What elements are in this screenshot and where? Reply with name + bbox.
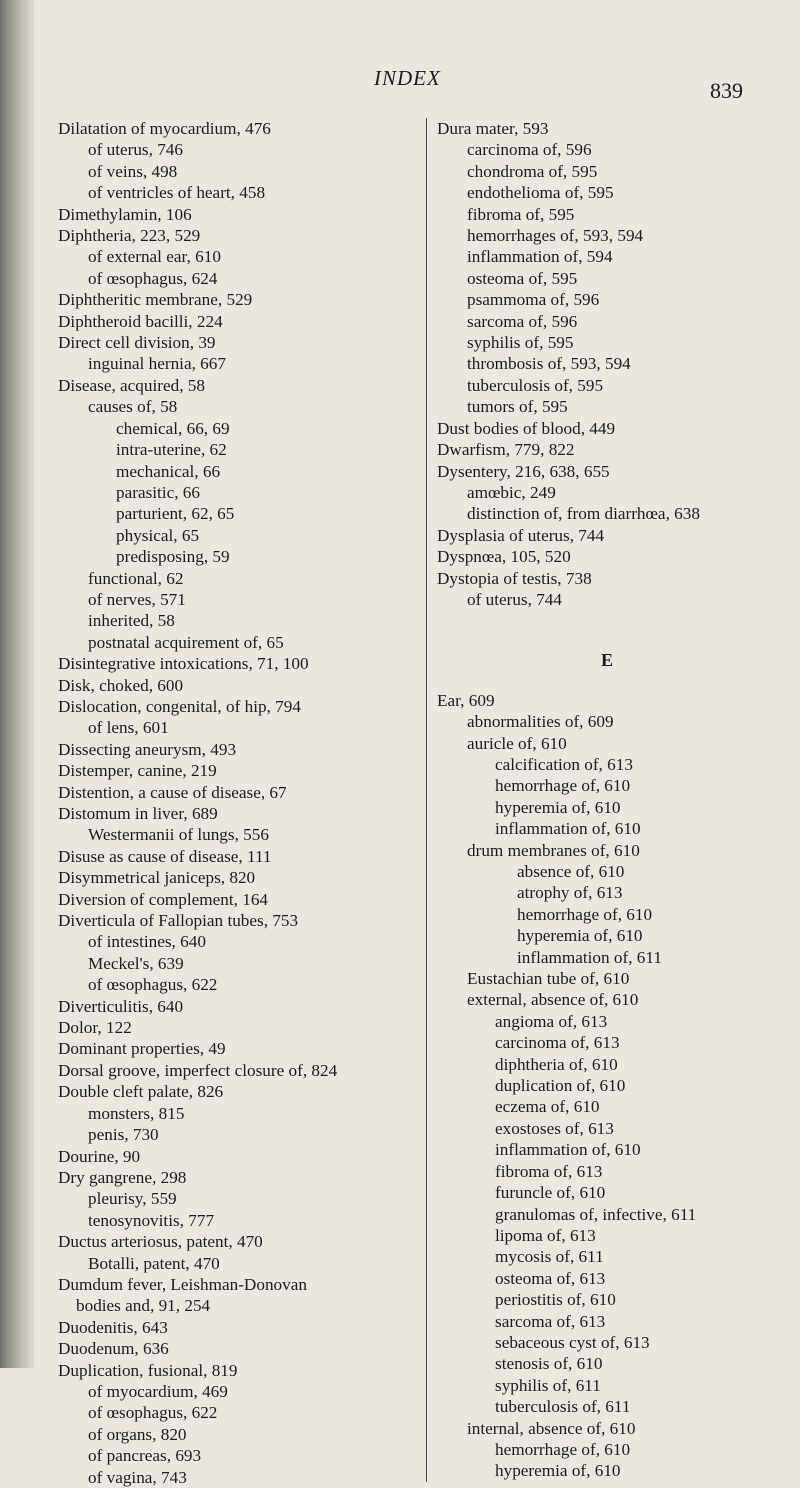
index-subentry: furuncle of, 610 (495, 1183, 606, 1203)
index-subentry: of œsophagus, 624 (88, 268, 218, 288)
index-entry: Ear, 609 (437, 690, 495, 710)
index-subentry: hemorrhage of, 610 (495, 776, 631, 796)
index-subentry: calcification of, 613 (495, 754, 633, 774)
index-entry: Dolor, 122 (58, 1018, 132, 1038)
index-entry: Dust bodies of blood, 449 (437, 418, 616, 438)
running-title: INDEX (374, 66, 441, 90)
index-subentry: fibroma of, 595 (467, 204, 575, 224)
index-entry: Dumdum fever, Leishman-Donovan (58, 1274, 307, 1294)
index-subentry: internal, absence of, 610 (467, 1418, 636, 1438)
index-subentry: Westermanii of lungs, 556 (88, 825, 269, 845)
index-subentry: osteoma of, 613 (495, 1268, 606, 1288)
index-entry: Duodenum, 636 (58, 1339, 169, 1359)
index-subentry: drum membranes of, 610 (467, 840, 640, 860)
index-subentry: auricle of, 610 (467, 733, 567, 753)
index-subentry: functional, 62 (88, 568, 184, 588)
index-subentry: hyperemia of, 610 (517, 926, 643, 946)
page-gutter-shadow (0, 0, 34, 1368)
index-entry: Disuse as cause of disease, 111 (58, 846, 272, 866)
index-subentry: angioma of, 613 (495, 1011, 608, 1031)
index-entry: Direct cell division, 39 (58, 333, 216, 353)
index-subentry: pleurisy, 559 (88, 1189, 177, 1209)
index-subentry: parasitic, 66 (116, 482, 200, 502)
index-subentry: osteoma of, 595 (467, 268, 578, 288)
index-subentry: inflammation of, 594 (467, 247, 613, 267)
index-subentry: of veins, 498 (88, 161, 178, 181)
index-subentry: of myocardium, 469 (88, 1381, 228, 1401)
index-subentry: inflammation of, 610 (495, 819, 641, 839)
index-entry: Diverticula of Fallopian tubes, 753 (58, 911, 299, 931)
index-subentry: thrombosis of, 593, 594 (467, 354, 631, 374)
index-subentry: sarcoma of, 596 (467, 311, 578, 331)
index-subentry: intra-uterine, 62 (116, 440, 227, 460)
index-subentry: of vagina, 743 (88, 1467, 187, 1487)
index-subentry: absence of, 610 (517, 862, 625, 881)
index-entry: Dry gangrene, 298 (58, 1167, 187, 1187)
index-section-d-continued (437, 118, 787, 610)
index-entry: Disk, choked, 600 (58, 675, 184, 695)
index-column-right (426, 118, 787, 1482)
index-subentry: endothelioma of, 595 (467, 183, 614, 203)
index-entry: Distention, a cause of disease, 67 (58, 782, 287, 802)
index-subentry: of uterus, 744 (467, 589, 562, 609)
index-subentry: diphtheria of, 610 (495, 1054, 618, 1074)
index-subentry: tuberculosis of, 595 (467, 375, 604, 395)
index-entry: Dominant properties, 49 (58, 1039, 226, 1059)
index-subentry: inguinal hernia, 667 (88, 354, 226, 374)
index-subentry: duplication of, 610 (495, 1076, 626, 1096)
index-subentry: of ventricles of heart, 458 (88, 183, 266, 203)
index-subentry: fibroma of, 613 (495, 1161, 603, 1181)
index-subentry: hemorrhage of, 610 (517, 904, 653, 924)
index-subentry: of organs, 820 (88, 1424, 187, 1444)
index-subentry: postnatal acquirement of, 65 (88, 632, 284, 652)
index-entry: Dysplasia of uterus, 744 (437, 525, 605, 545)
index-subentry: of nerves, 571 (88, 589, 186, 609)
index-subentry: periostitis of, 610 (495, 1290, 616, 1310)
index-entry: Dissecting aneurysm, 493 (58, 739, 237, 759)
index-entry: Double cleft palate, 826 (58, 1082, 224, 1102)
index-subentry: Meckel's, 639 (88, 953, 184, 973)
index-subentry: of uterus, 746 (88, 140, 183, 160)
index-subentry: Eustachian tube of, 610 (467, 969, 630, 989)
index-subentry: syphilis of, 595 (467, 333, 574, 353)
index-subentry: stenosis of, 610 (495, 1354, 603, 1374)
index-entry: Dimethylamin, 106 (58, 204, 192, 224)
index-entry: Distomum in liver, 689 (58, 804, 218, 823)
index-subentry: hyperemia of, 610 (495, 797, 621, 817)
index-subentry: inherited, 58 (88, 611, 175, 631)
index-subentry: carcinoma of, 613 (495, 1033, 620, 1053)
index-subentry: sarcoma of, 613 (495, 1311, 606, 1331)
index-subentry: of lens, 601 (88, 718, 169, 738)
index-subentry: inflammation of, 610 (495, 1140, 641, 1160)
index-subentry: psammoma of, 596 (467, 290, 600, 310)
index-subentry: hyperemia of, 610 (495, 1461, 621, 1481)
index-entry: Dorsal groove, imperfect closure of, 824 (58, 1060, 338, 1080)
index-subentry: lipoma of, 613 (495, 1225, 596, 1245)
index-subentry: of œsophagus, 622 (88, 1403, 218, 1423)
index-subentry: amœbic, 249 (467, 482, 556, 502)
index-entry: Diphtheria, 223, 529 (58, 226, 201, 246)
index-section-e (437, 690, 787, 1482)
index-subentry: abnormalities of, 609 (467, 712, 614, 732)
index-subentry: carcinoma of, 596 (467, 140, 592, 160)
index-entry: Dura mater, 593 (437, 119, 549, 138)
index-entry: Disintegrative intoxications, 71, 100 (58, 654, 309, 674)
index-entry: Diversion of complement, 164 (58, 889, 269, 909)
index-subentry: tumors of, 595 (467, 397, 568, 417)
index-entry: Disease, acquired, 58 (58, 375, 205, 395)
index-column-left (58, 118, 418, 1488)
section-letter-heading: E (600, 650, 613, 671)
index-subentry: chondroma of, 595 (467, 161, 598, 181)
index-entry: Disymmetrical janiceps, 820 (58, 868, 256, 888)
index-subentry: inflammation of, 611 (517, 947, 662, 967)
index-entry: Dyspnœa, 105, 520 (437, 547, 571, 567)
index-subentry: syphilis of, 611 (495, 1375, 601, 1395)
index-entry: Dysentery, 216, 638, 655 (437, 461, 610, 481)
index-entry: Dourine, 90 (58, 1146, 141, 1166)
index-subentry: tuberculosis of, 611 (495, 1397, 631, 1417)
page-number: 839 (710, 78, 743, 103)
index-subentry: bodies and, 91, 254 (76, 1296, 211, 1316)
index-subentry: causes of, 58 (88, 397, 178, 417)
index-subentry: of œsophagus, 622 (88, 975, 218, 995)
index-subentry: hemorrhages of, 593, 594 (467, 226, 644, 246)
index-entry: Dwarfism, 779, 822 (437, 440, 575, 460)
index-subentry: external, absence of, 610 (467, 990, 639, 1010)
index-subentry: mycosis of, 611 (495, 1247, 604, 1267)
index-entry: Duplication, fusional, 819 (58, 1360, 238, 1380)
index-subentry: of pancreas, 693 (88, 1446, 202, 1466)
index-subentry: chemical, 66, 69 (116, 418, 230, 438)
index-entry: Distemper, canine, 219 (58, 761, 217, 781)
index-subentry: sebaceous cyst of, 613 (495, 1332, 650, 1352)
index-entry: Diphtheroid bacilli, 224 (58, 311, 223, 331)
index-subentry: tenosynovitis, 777 (88, 1210, 215, 1230)
index-subentry: predisposing, 59 (116, 547, 230, 567)
index-subentry: penis, 730 (88, 1125, 159, 1145)
page-header (0, 66, 800, 106)
index-entry: Dystopia of testis, 738 (437, 568, 592, 588)
index-subentry: parturient, 62, 65 (116, 504, 235, 524)
index-entry: Diphtheritic membrane, 529 (58, 290, 253, 310)
index-entry: Dilatation of myocardium, 476 (58, 119, 271, 138)
index-entry: Ductus arteriosus, patent, 470 (58, 1232, 263, 1252)
index-entry: Dislocation, congenital, of hip, 794 (58, 696, 301, 716)
index-subentry: mechanical, 66 (116, 461, 221, 481)
index-subentry: exostoses of, 613 (495, 1118, 614, 1138)
index-subentry: of external ear, 610 (88, 247, 221, 267)
index-subentry: eczema of, 610 (495, 1097, 600, 1117)
index-subentry: hemorrhage of, 610 (495, 1439, 631, 1459)
index-subentry: atrophy of, 613 (517, 883, 623, 903)
index-entry: Diverticulitis, 640 (58, 996, 184, 1016)
index-subentry: Botalli, patent, 470 (88, 1253, 220, 1273)
index-subentry: granulomas of, infective, 611 (495, 1204, 697, 1224)
index-subentry: monsters, 815 (88, 1103, 185, 1123)
index-entry: Duodenitis, 643 (58, 1317, 168, 1337)
index-subentry: physical, 65 (116, 525, 200, 545)
index-subentry: distinction of, from diarrhœa, 638 (467, 504, 700, 524)
index-subentry: of intestines, 640 (88, 932, 206, 952)
